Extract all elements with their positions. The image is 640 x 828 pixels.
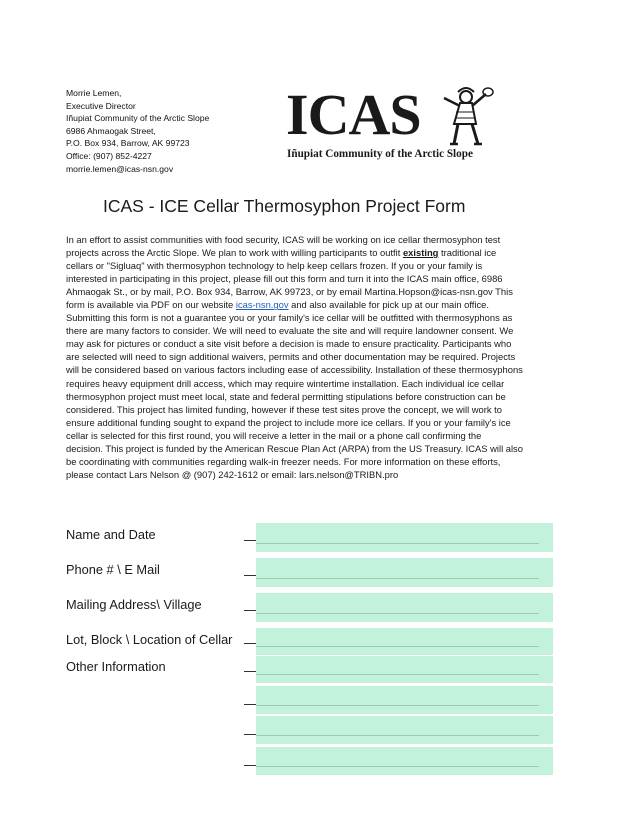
label-mailing-address: Mailing Address\ Village: [66, 597, 202, 612]
paragraph-line: decision. This project is funded by the American Rescue Plan Act (ARPA) from the US Treasury. ICAS will also: [66, 442, 523, 454]
label-phone-email: Phone # \ E Mail: [66, 562, 160, 577]
lot-block-field[interactable]: [256, 628, 553, 655]
paragraph-line: Ahmaogak St., or by mail, P.O. Box 934, Barrow, AK 99723, or by email Martina.Hopson@icas-nsn.gov This: [66, 286, 513, 298]
label-name-date: Name and Date: [66, 527, 156, 542]
icas-logo: [286, 82, 492, 166]
paragraph-line: thermosyphon project must meet local, state and federal permitting stipulations before construction can be: [66, 390, 506, 402]
paragraph-text: and also available for pick up at our main office.: [288, 299, 489, 311]
drummer-figure-icon: [436, 86, 494, 148]
paragraph-line: cellars or "Sigluaq" with thermosyphon technology to help keep cellars frozen. If you or your family is: [66, 260, 483, 272]
paragraph-line: Submitting this form is not a guarantee you or your family's ice cellar will be outfitted with thermosyphons as: [66, 312, 513, 324]
field-underscore: [244, 610, 256, 611]
sender-name: Morrie Lemen,: [66, 88, 122, 98]
logo-tagline: Iñupiat Community of the Arctic Slope: [287, 148, 473, 160]
paragraph-line: In an effort to assist communities with food security, ICAS will be working on ice cellar thermosyphon test: [66, 234, 501, 245]
paragraph-line: [66, 298, 582, 311]
paragraph-line: please contact Lars Nelson @ (907) 242-1612 or email: lars.nelson@TRIBN.pro: [66, 468, 399, 480]
paragraph-line: ensure additional funding sought to expand the project to include more ice cellars. If you or your family's ice: [66, 416, 511, 428]
paragraph-line: may ask for pictures or conduct a site visit before a decision is made to ensure practicality. Participants who: [66, 338, 512, 350]
paragraph-line: be coordinating with communities regarding walk-in freezer needs. For more information on these efforts,: [66, 455, 501, 467]
intro-paragraph: [66, 233, 582, 481]
paragraph-line: [66, 246, 582, 259]
field-underscore: [244, 734, 256, 735]
sender-po-box: P.O. Box 934, Barrow, AK 99723: [66, 138, 190, 149]
sender-organization: Iñupiat Community of the Arctic Slope: [66, 113, 210, 124]
paragraph-line: interested in participating in this project, please fill out this form and turn it into the ICAS main office, 6986: [66, 273, 503, 285]
paragraph-line: are selected will need to sign additional waivers, permits and other documentation may be required. Projects: [66, 351, 516, 363]
phone-email-field[interactable]: [256, 558, 553, 587]
paragraph-line: will be considered based on various factors including ease of accessibility. Installation of these thermosyphons: [66, 364, 523, 376]
other-information-field-4[interactable]: [256, 747, 553, 775]
paragraph-text: form is available via PDF on our website: [66, 299, 236, 311]
field-underscore: [244, 704, 256, 705]
label-other-information: Other Information: [66, 659, 166, 674]
emphasis-existing: existing: [402, 247, 439, 259]
form-title: ICAS - ICE Cellar Thermosyphon Project Form: [103, 196, 466, 216]
other-information-field-1[interactable]: [256, 656, 553, 683]
sender-email: morrie.lemen@icas-nsn.gov: [66, 163, 174, 174]
label-lot-block: Lot, Block \ Location of Cellar: [66, 632, 233, 647]
paragraph-line: cellar is selected for this first round, you will receive a letter in the mail or a phone call confirming the: [66, 429, 482, 441]
field-underscore: [244, 765, 256, 766]
other-information-field-2[interactable]: [256, 686, 553, 714]
sender-street: 6986 Ahmaogak Street,: [66, 125, 156, 136]
other-information-field-3[interactable]: [256, 716, 553, 744]
paragraph-line: requires heavy equipment drill access, which may require wintertime installation. Each individual ice cellar: [66, 377, 505, 389]
field-underscore: [244, 671, 256, 672]
field-underscore: [244, 575, 256, 576]
field-underscore: [244, 643, 256, 644]
field-underscore: [244, 540, 256, 541]
sender-address: [66, 87, 209, 175]
paragraph-text: traditional ice: [438, 247, 497, 259]
sender-phone: Office: (907) 852-4227: [66, 150, 152, 161]
paragraph-text: projects across the Arctic Slope. We plan to work with willing participants to outfit: [66, 247, 403, 259]
mailing-address-field[interactable]: [256, 593, 553, 622]
paragraph-line: there are many factors to consider. We will need to evaluate the site and will require landowner consent. We: [66, 325, 514, 337]
name-date-field[interactable]: [256, 523, 553, 552]
website-link[interactable]: icas-nsn.gov: [235, 299, 289, 311]
paragraph-line: considered. This project has limited funding, however if these test sites prove the concept, we will work to: [66, 403, 502, 415]
logo-wordmark: ICAS: [286, 82, 421, 147]
sender-title: Executive Director: [66, 100, 136, 111]
